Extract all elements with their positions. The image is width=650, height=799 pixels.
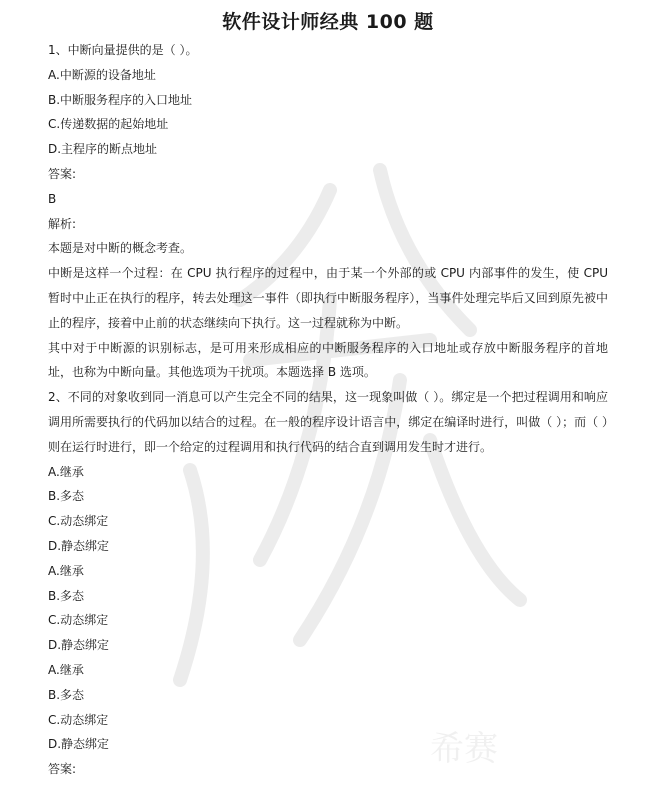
- watermark-text: 希赛: [430, 729, 498, 769]
- page-title: 软件设计师经典 100 题: [222, 11, 434, 33]
- q2-group3-option-b: B.多态: [48, 687, 85, 702]
- document-body: [48, 38, 608, 782]
- q1-option-c: C.传递数据的起始地址: [48, 117, 169, 132]
- q2-group1-option-c: C.动态绑定: [48, 514, 109, 529]
- q1-analysis-paragraph-2: 其中对于中断源的识别标志，是可用来形成相应的中断服务程序的入口地址或存放中断服务程序的首地址，也称为中断向量。其他选项为干扰项。本题选择 B 选项。: [48, 340, 608, 380]
- question-1-text: 1、中断向量提供的是（ ）。: [48, 43, 198, 57]
- q1-answer-label: 答案:: [48, 166, 77, 181]
- q2-group1-option-b: B.多态: [48, 489, 85, 504]
- q1-option-d: D.主程序的断点地址: [48, 142, 158, 157]
- q1-option-a: A.中断源的设备地址: [48, 67, 156, 82]
- q2-group2-option-a: A.继承: [48, 563, 84, 578]
- q1-analysis-paragraph-1: 中断是这样一个过程：在 CPU 执行程序的过程中，由于某一个外部的或 CPU 内部事件的发生，使 CPU 暂时中止正在执行的程序，转去处理这一事件（即执行中断服务程序），当事件处理完毕后又回到原先被中止的程序，接着中止前的状态继续向下执行。这一过程就称为中断。: [48, 266, 608, 330]
- question-2-text: 2、不同的对象收到同一消息可以产生完全不同的结果，这一现象叫做（ ）。绑定是一个把过程调用和响应调用所需要执行的代码加以结合的过程。在一般的程序设计语言中，绑定在编译时进行，叫做（ ）；而（ ）则在运行时进行，即一个给定的过程调用和执行代码的结合直到调用发生时才进行。: [48, 390, 608, 454]
- q2-group1-option-a: A.继承: [48, 464, 84, 479]
- q1-analysis-label: 解析:: [48, 216, 77, 231]
- q2-group3-option-c: C.动态绑定: [48, 712, 109, 727]
- q1-answer: B: [48, 191, 57, 206]
- q2-group3-option-d: D.静态绑定: [48, 737, 110, 752]
- q2-answer-label: 答案:: [48, 762, 77, 777]
- q2-group2-option-c: C.动态绑定: [48, 613, 109, 628]
- q1-option-b: B.中断服务程序的入口地址: [48, 92, 193, 107]
- q2-group2-option-d: D.静态绑定: [48, 638, 110, 653]
- q2-group3-option-a: A.继承: [48, 662, 84, 677]
- q2-group1-option-d: D.静态绑定: [48, 538, 110, 553]
- q2-group2-option-b: B.多态: [48, 588, 85, 603]
- q1-analysis-intro: 本题是对中断的概念考查。: [48, 241, 193, 256]
